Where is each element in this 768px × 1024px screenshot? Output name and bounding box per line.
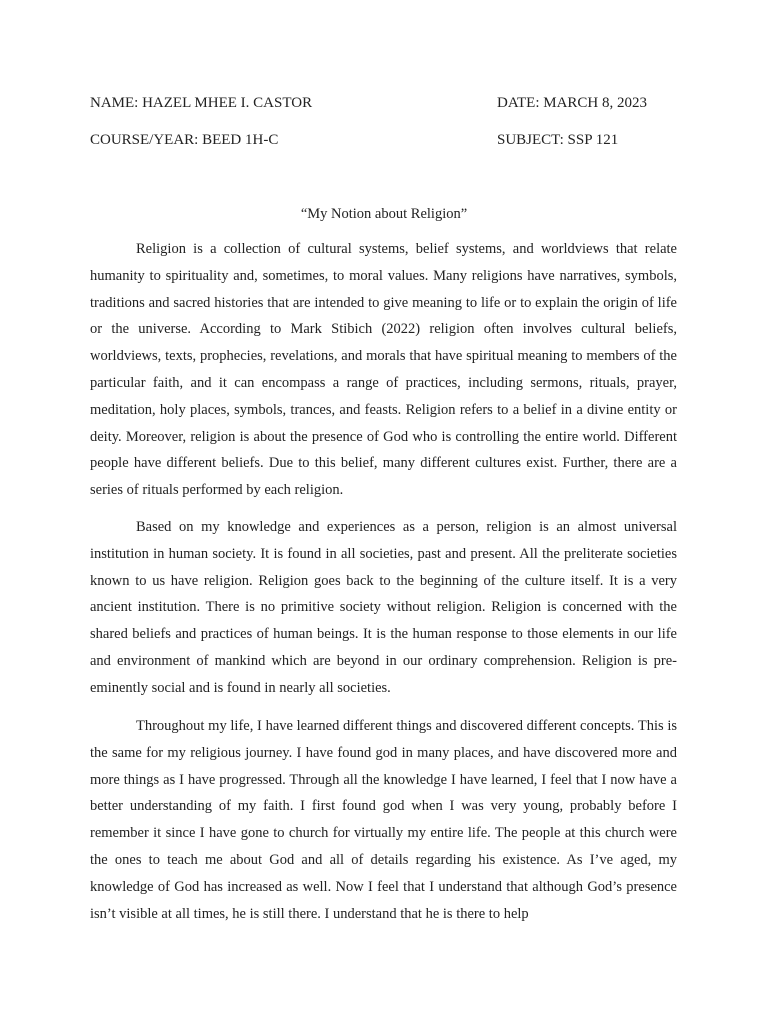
essay-title: “My Notion about Religion”: [300, 206, 468, 222]
course-year: COURSE/YEAR: BEED 1H-C: [90, 132, 279, 148]
subject: SUBJECT: SSP 121: [497, 132, 619, 148]
student-name: NAME: HAZEL MHEE I. CASTOR: [90, 95, 313, 111]
paragraph-3: Throughout my life, I have learned different things and discovered different concepts. This is the same for my religious journey. I have found god in many places, and have discovered more and more things as I have progressed. Through all the knowledge I have learned, I feel that I now have a better understanding of my faith. I first found god when I was very young, probably before I remember it since I have gone to church for virtually my entire life. The people at this church were the ones to teach me about God and all of details regarding his existence. As I’ve aged, my knowledge of God has increased as well. Now I feel that I understand that although God’s presence isn’t visible at all times, he is still there. I understand that he is there to help: [90, 718, 677, 922]
header-row-2: [90, 131, 690, 149]
paragraph-1: Religion is a collection of cultural systems, belief systems, and worldviews that relate humanity to spirituality and, sometimes, to moral values. Many religions have narratives, symbols, traditions and sacred histories that are intended to give meaning to life or to explain the origin of life or the universe. According to Mark Stibich (2022) religion often involves cultural beliefs, worldviews, texts, prophecies, revelations, and morals that have spiritual meaning to members of the particular faith, and it can encompass a range of practices, including sermons, rituals, prayer, meditation, holy places, symbols, trances, and feasts. Religion refers to a belief in a divine entity or deity. Moreover, religion is about the presence of God who is controlling the entire world. Different people have different beliefs. Due to this belief, many different cultures exist. Further, there are a series of rituals performed by each religion.: [90, 241, 677, 499]
header-row-1: [90, 94, 690, 112]
document-date: DATE: MARCH 8, 2023: [497, 95, 648, 111]
paragraph-2: Based on my knowledge and experiences as a person, religion is an almost universal institution in human society. It is found in all societies, past and present. All the preliterate societies known to us have religion. Religion goes back to the beginning of the culture itself. It is a very ancient institution. There is no primitive society without religion. Religion is concerned with the shared beliefs and practices of human beings. It is the human response to those elements in our life and environment of mankind which are beyond in our ordinary comprehension. Religion is pre-eminently social and is found in nearly all societies.: [90, 519, 677, 696]
